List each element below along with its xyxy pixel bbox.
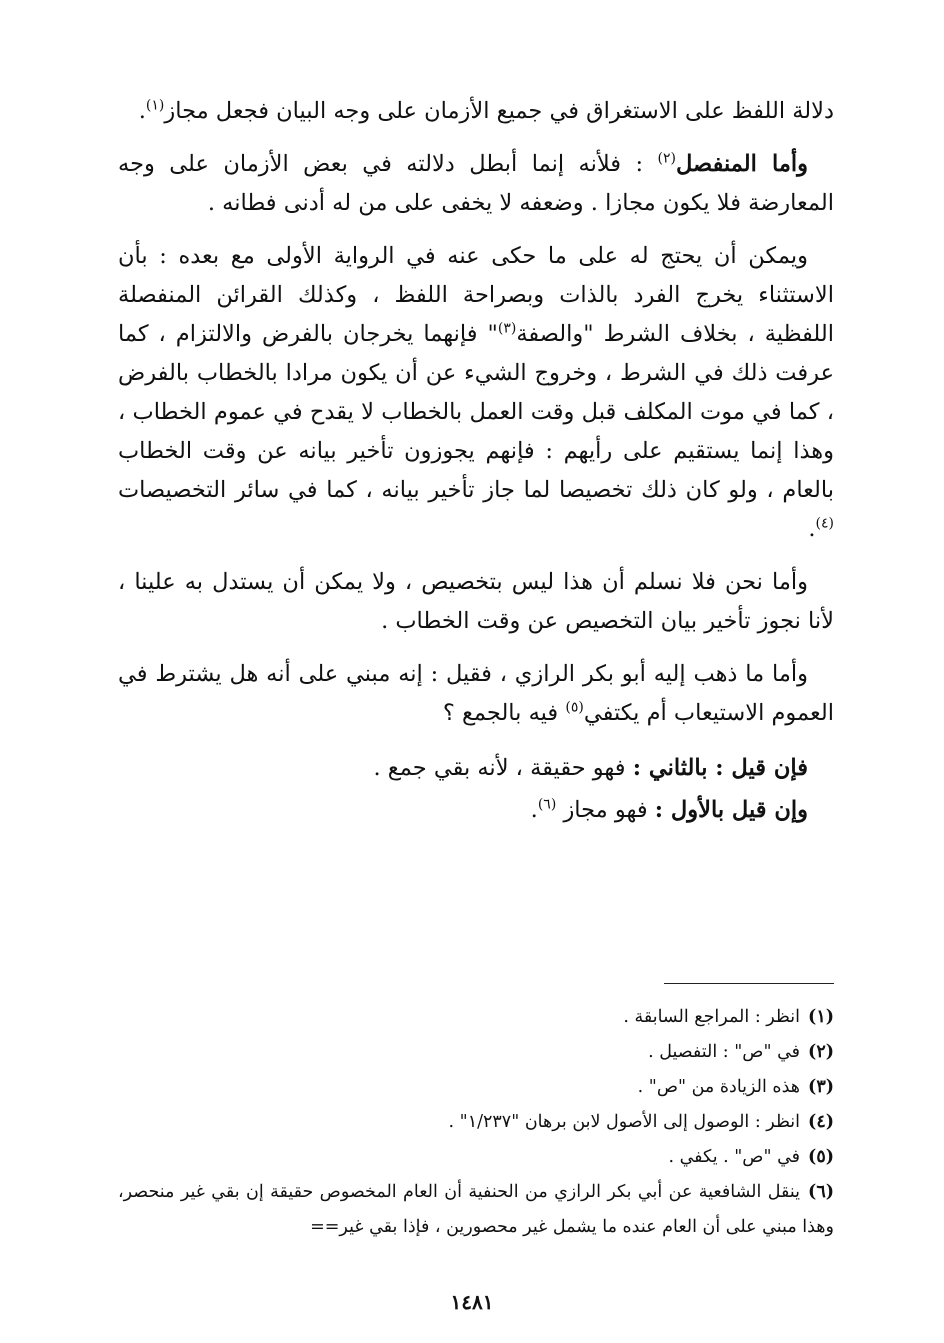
footnote-divider (664, 983, 834, 984)
footnote-ref-6[interactable]: (٦) (537, 796, 557, 813)
paragraph-2: وأما المنفصل$^{(٢)}$ : فلأنه إنما أبطل دلالته في بعض الأزمان على وجه المعارضة فلا يكون مجازا . وضعفه لا يخفى على من له أدنى فطانه . (118, 150, 834, 216)
footnote-ref-5[interactable]: (٥) (565, 699, 584, 716)
footnote-ref-1[interactable]: (١) (145, 97, 165, 114)
paragraph-3: ويمكن أن يحتج له على ما حكى عنه في الرواية الأولى مع بعده : بأن الاستثناء يخرج الفرد بالذات وبصراحة اللفظ ، وكذلك القرائن المنفصلة اللفظية ، بخلاف الشرط "والصفة$^{(٣)}$" فإنهما يخرجان بالفرض والالتزام ، كما عرفت ذلك في الشرط ، وخروج الشيء عن أن يكون مرادا بالخطاب بالفرض ، كما في موت المكلف قبل وقت العمل بالخطاب لا يقدح في عموم الخطاب ، وهذا إنما يستقيم على رأيهم : فإنهم يجوزون تأخير بيانه عن وقت الخطاب بالعام ، ولو كان ذلك تخصيصا لما جاز تأخير بيانه ، كما في سائر التخصيصات $^{(٤)}$. (118, 243, 834, 542)
footnote-ref-3[interactable]: (٣) (497, 320, 517, 337)
paragraph-1: دلالة اللفظ على الاستغراق في جميع الأزمان على وجه البيان فجعل مجاز$^{(١)}$. (138, 97, 834, 124)
paragraph-5: وأما ما ذهب إليه أبو بكر الرازي ، فقيل : إنه مبني على أنه هل يشترط في العموم الاستيعاب أم يكتفي$^{(٥)}$ فيه بالجمع ؟ (118, 661, 834, 726)
footnote-3: (٣)هذه الزيادة من "ص" . (637, 1077, 834, 1097)
footnote-2: (٢)في "ص" : التفصيل . (648, 1042, 834, 1062)
case-line-2: وإن قيل بالأول : فهو مجاز $^{(٦)}$. (530, 796, 808, 823)
footnotes (118, 1000, 834, 1245)
main-text (118, 92, 834, 831)
footnote-1: (١)انظر : المراجع السابقة . (623, 1007, 834, 1027)
footnote-6: (٦)ينقل الشافعية عن أبي بكر الرازي من الحنفية أن العام المخصوص حقيقة إن بقي غير منحصر، وهذا مبني على أن العام عنده ما يشمل غير محصورين ، فإذا بقي غير== (118, 1182, 834, 1237)
footnote-4: (٤)انظر : الوصول إلى الأصول لابن برهان "١/٢٣٧" . (448, 1112, 834, 1132)
paragraph-2-lead: وأما المنفصل (676, 151, 809, 177)
footnote-ref-4[interactable]: (٤) (815, 515, 834, 532)
footnote-5: (٥)في "ص" . يكفي . (668, 1147, 834, 1167)
page-number: ١٤٨١ (450, 1290, 494, 1314)
footnote-ref-2[interactable]: (٢) (657, 150, 677, 167)
case-line-1: فإن قيل : بالثاني : فهو حقيقة ، لأنه بقي جمع . (373, 755, 808, 781)
paragraph-4: وأما نحن فلا نسلم أن هذا ليس بتخصيص ، ولا يمكن أن يستدل به علينا ، لأنا نجوز تأخير بيان التخصيص عن وقت الخطاب . (118, 569, 834, 634)
